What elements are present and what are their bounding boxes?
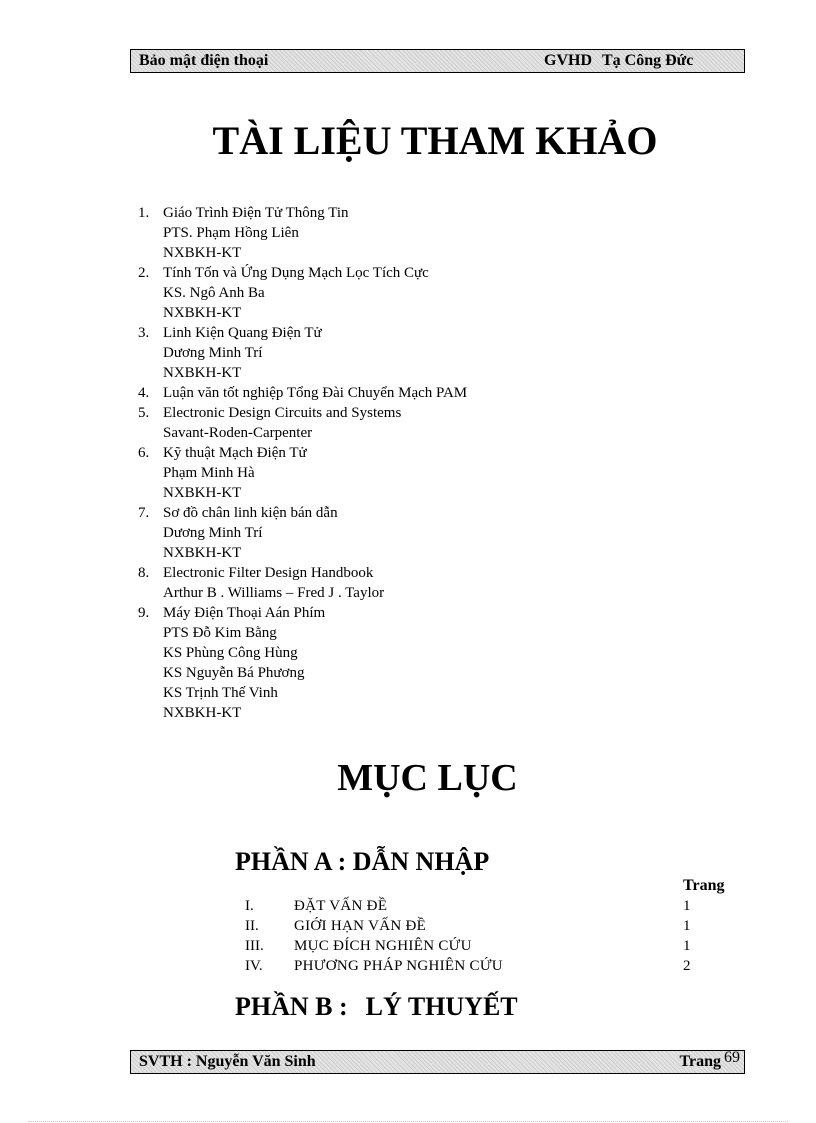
reference-title: Electronic Filter Design Handbook [163, 565, 374, 581]
footer-page [680, 1051, 740, 1073]
part-a-heading: PHẦN A : DẪN NHẬP [235, 847, 490, 876]
reference-number: 5. [138, 405, 150, 421]
reference-title: Kỹ thuật Mạch Điện Tử [163, 445, 307, 461]
reference-number: 9. [138, 605, 150, 621]
reference-detail: Arthur B . Williams – Fred J . Taylor [163, 585, 385, 601]
reference-detail: NXBKH-KT [163, 365, 242, 381]
part-b-heading [235, 992, 518, 1022]
toc-row-text: MỤC ĐÍCH NGHIÊN CỨU [294, 938, 472, 954]
reference-detail: NXBKH-KT [163, 305, 242, 321]
page-footer [130, 1050, 745, 1074]
part-b-title: LÝ THUYẾT [365, 992, 518, 1021]
reference-title: Electronic Design Circuits and Systems [163, 405, 402, 421]
reference-number: 1. [138, 205, 150, 221]
toc-row-text: PHƯƠNG PHÁP NGHIÊN CỨU [294, 958, 503, 974]
reference-detail: NXBKH-KT [163, 245, 242, 261]
reference-detail: PTS Đỗ Kim Bằng [163, 625, 277, 641]
reference-number: 4. [138, 385, 150, 401]
reference-title: Sơ đồ chân linh kiện bán dẫn [163, 505, 338, 521]
footer-page-label: Trang [679, 1053, 721, 1070]
reference-title: Tính Tốn và Ứng Dụng Mạch Lọc Tích Cực [163, 265, 429, 281]
toc-row-page: 1 [683, 938, 691, 954]
reference-detail: KS. Ngô Anh Ba [163, 285, 265, 301]
reference-detail: Dương Minh Trí [163, 345, 263, 361]
reference-detail: KS Phùng Công Hùng [163, 645, 298, 661]
toc-row-number: II. [245, 918, 259, 934]
reference-detail: Phạm Minh Hà [163, 465, 255, 481]
toc-row-page: 1 [683, 918, 691, 934]
header-document-title: Bảo mật điện thoại [139, 52, 269, 69]
page-bottom-dotted-rule [28, 1121, 788, 1122]
toc-row-number: I. [245, 898, 254, 914]
part-b-prefix: PHẦN B : [235, 992, 348, 1021]
reference-title: Máy Điện Thoại Aán Phím [163, 605, 326, 621]
reference-detail: KS Trịnh Thế Vinh [163, 685, 278, 701]
footer-page-number: 69 [724, 1049, 740, 1066]
reference-number: 3. [138, 325, 150, 341]
reference-detail: NXBKH-KT [163, 545, 242, 561]
toc-row-number: III. [245, 938, 264, 954]
reference-number: 8. [138, 565, 150, 581]
page-header [130, 49, 745, 73]
toc-row-text: GIỚI HẠN VẤN ĐỀ [294, 918, 427, 934]
reference-detail: PTS. Phạm Hồng Liên [163, 225, 299, 241]
reference-title: Linh Kiện Quang Điện Tử [163, 325, 322, 341]
header-advisor-name: Tạ Công Đức [602, 52, 694, 69]
header-advisor [544, 50, 693, 72]
reference-number: 2. [138, 265, 150, 281]
reference-number: 7. [138, 505, 150, 521]
reference-detail: Dương Minh Trí [163, 525, 263, 541]
reference-title: Giáo Trình Điện Tử Thông Tin [163, 205, 349, 221]
toc-row-page: 1 [683, 898, 691, 914]
toc-page-column-header: Trang [683, 877, 725, 894]
reference-title: Luận văn tốt nghiệp Tổng Đài Chuyển Mạch PAM [163, 385, 468, 401]
toc-row-page: 2 [683, 958, 691, 974]
reference-detail: KS Nguyễn Bá Phương [163, 665, 305, 681]
reference-detail: Savant-Roden-Carpenter [163, 425, 313, 441]
reference-detail: NXBKH-KT [163, 485, 242, 501]
toc-row-text: ĐẶT VẤN ĐỀ [294, 898, 388, 914]
footer-student: SVTH : Nguyễn Văn Sinh [139, 1053, 316, 1070]
reference-number: 6. [138, 445, 150, 461]
toc-title: MỤC LỤC [337, 757, 518, 799]
references-title: TÀI LIỆU THAM KHẢO [212, 118, 658, 163]
header-advisor-label: GVHD [544, 52, 592, 69]
toc-row-number: IV. [245, 958, 263, 974]
reference-detail: NXBKH-KT [163, 705, 242, 721]
